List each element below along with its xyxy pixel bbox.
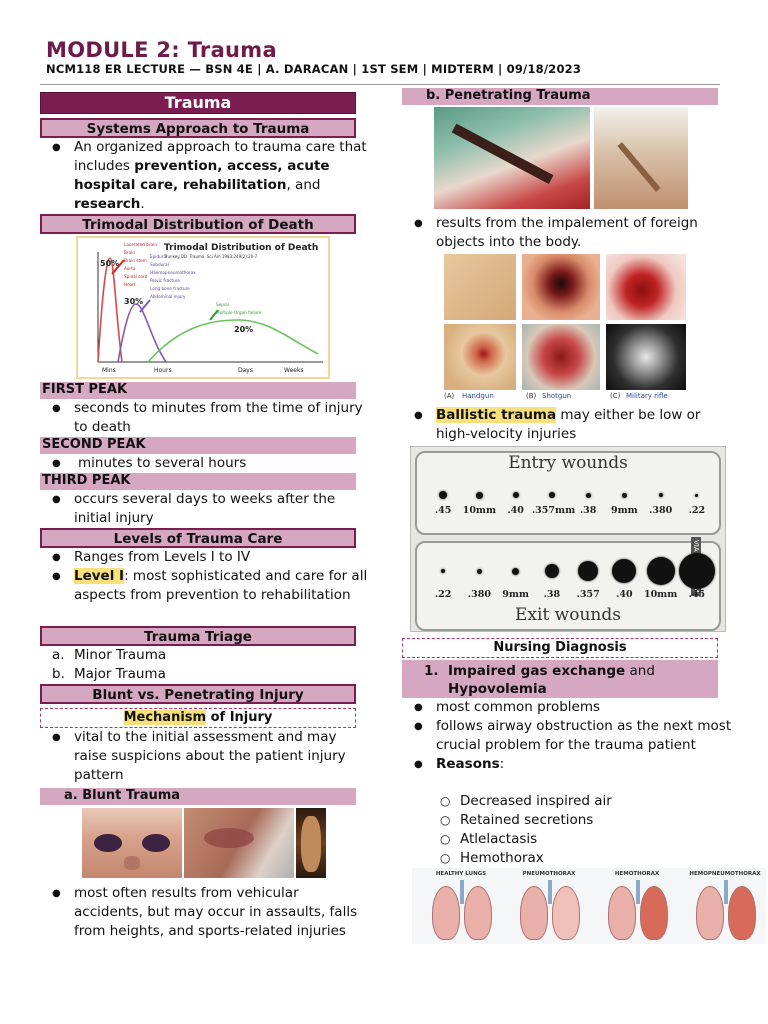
lung-shape — [432, 886, 460, 940]
ballistic-list — [402, 406, 732, 444]
systems-text-seg: , and — [286, 177, 321, 193]
wound-caliber-label: 10mm — [462, 505, 497, 516]
entry-wounds-title: Entry wounds — [508, 453, 628, 473]
reasons-label: ● Reasons: — [402, 755, 732, 774]
wound-caliber-label: .38 — [579, 505, 597, 516]
systems-text — [74, 139, 367, 212]
chart-cause-label: Heart — [124, 282, 136, 287]
x-tick-label: Hours — [154, 367, 172, 374]
x-tick-label: Days — [238, 367, 253, 374]
systems-text-seg: research — [74, 196, 141, 212]
wound-caliber-label: .45 — [434, 505, 452, 516]
reason-3: ○ Atlelactasis — [402, 830, 732, 849]
lung-shape — [728, 886, 756, 940]
peak3-curve — [148, 320, 318, 362]
peak3-causes — [216, 302, 262, 315]
blunt-image-shoe — [296, 808, 326, 878]
wound-caliber-label: .357mm — [531, 505, 576, 516]
wound-hole — [647, 557, 675, 585]
chart-citation: Trunkey DD. Trauma. Sci Am 1983;249(2):20-7. — [164, 254, 259, 259]
lung-panel-label: HEMOPNEUMOTHORAX — [689, 871, 761, 877]
trachea-shape — [548, 880, 552, 904]
triage-list — [40, 646, 370, 684]
chart-cause-label: Aorta — [124, 266, 136, 271]
reasons-list — [402, 792, 732, 868]
lung-panel-label: HEMOTHORAX — [614, 871, 660, 877]
wound-caliber-label: .380 — [649, 505, 673, 516]
peak2-label: 30% — [124, 297, 144, 306]
label-second-peak: SECOND PEAK — [40, 437, 356, 454]
lung-panel-label: HEALTHY LUNGS — [435, 871, 487, 877]
triage-item-a: a. Minor Trauma — [52, 647, 167, 663]
heading-trimodal: Trimodal Distribution of Death — [40, 214, 356, 234]
chart-cause-label: Long bone fracture — [150, 286, 190, 291]
peak2-causes — [150, 254, 196, 299]
wound-caliber-label: 9mm — [502, 589, 529, 600]
lung-shape — [520, 886, 548, 940]
x-ticks — [102, 367, 304, 374]
nursing-bullets — [402, 698, 732, 774]
chart-cause-label: Abdominal injury — [150, 294, 186, 299]
trimodal-chart-figure — [76, 236, 330, 379]
trachea-shape — [724, 880, 728, 904]
wound-caliber-label: .45 — [688, 589, 706, 600]
wound-caliber-label: .22 — [688, 505, 706, 516]
heading-penetrating-trauma: b. Penetrating Trauma — [402, 88, 718, 105]
levels-bullet-2 — [40, 567, 370, 605]
gunshot-image-5 — [522, 324, 600, 390]
gunshot-image-4 — [444, 324, 516, 390]
penetrating-image-neck-stick — [594, 107, 688, 209]
wound-caliber-label: .40 — [616, 589, 633, 600]
second-peak-list — [40, 454, 370, 473]
levels-bullet-1: ● Ranges from Levels I to IV — [40, 548, 370, 567]
levels-list — [40, 548, 370, 605]
lung-panel-label: PNEUMOTHORAX — [522, 871, 576, 877]
lung-shape — [640, 886, 668, 940]
lung-shape — [464, 886, 492, 940]
chart-cause-label: Spinal cord — [124, 274, 148, 279]
wound-hole — [513, 492, 519, 498]
level-i-text: : most sophisticated and care for all aspects from prevention to rehabilitation — [74, 568, 368, 603]
chart-cause-label: Brain — [124, 250, 135, 255]
wound-hole — [679, 553, 715, 589]
heading-mechanism — [40, 708, 356, 728]
exit-wounds-title: Exit wounds — [515, 605, 621, 625]
level-i-label: Level I — [74, 568, 125, 584]
heading-blunt-trauma: a. Blunt Trauma — [40, 788, 356, 805]
trachea-shape — [460, 880, 464, 904]
label-third-peak: THIRD PEAK — [40, 473, 356, 490]
chart-cause-label: Epidural — [150, 254, 168, 259]
ballistic-rest: may either be low or high-velocity injuries — [436, 407, 701, 442]
systems-text-seg: prevention, access, acute hospital care, rehabilitation — [74, 158, 330, 193]
peak3-label: 20% — [234, 325, 254, 334]
wound-hole — [586, 493, 591, 498]
x-tick-label: Mins — [102, 367, 116, 374]
heading-nursing-diagnosis: Nursing Diagnosis — [402, 638, 718, 658]
wound-caliber-label: .22 — [434, 589, 452, 600]
first-peak-list — [40, 399, 370, 437]
peak2-curve — [118, 304, 166, 362]
peak1-label: 50% — [100, 259, 120, 268]
systems-text-seg: . — [140, 196, 145, 212]
page-title: MODULE 2: Trauma — [46, 38, 277, 62]
nursing-item-1: 1. Impaired gas exchange and Hypovolemia — [402, 660, 718, 698]
wounds-figure — [410, 446, 726, 632]
trachea-shape — [636, 880, 640, 904]
first-peak-text: ● seconds to minutes from the time of injury to death — [40, 399, 370, 437]
gunshot-image-2 — [522, 254, 600, 320]
header-divider — [40, 84, 720, 85]
nursing-bullet-1: ● most common problems — [402, 698, 732, 717]
penetrating-image-knife — [434, 107, 590, 209]
lung-shape — [696, 886, 724, 940]
triage-item-b: b. Major Trauma — [52, 666, 166, 682]
wound-caliber-label: .357 — [576, 589, 600, 600]
wound-hole — [545, 564, 559, 578]
wound-hole — [549, 492, 555, 498]
gunshot-image-6-xray — [606, 324, 686, 390]
systems-bullet — [40, 138, 370, 214]
ballistic-text — [402, 406, 732, 444]
chart-cause-label: Sepsis — [216, 302, 230, 307]
wound-caliber-label: 9mm — [611, 505, 638, 516]
mechanism-text: ● vital to the initial assessment and may raise suspicions about the patient injury pattern — [40, 728, 370, 785]
chart-cause-label: Haemopneumothorax — [150, 270, 196, 275]
blunt-image-face — [82, 808, 182, 878]
penetrating-list — [402, 214, 732, 252]
label-first-peak: FIRST PEAK — [40, 382, 356, 399]
lung-shape — [552, 886, 580, 940]
chart-title: Trimodal Distribution of Death — [164, 243, 319, 253]
heading-systems-approach: Systems Approach to Trauma — [40, 118, 356, 138]
x-tick-label: Weeks — [284, 367, 304, 374]
lung-shape — [608, 886, 636, 940]
section-heading-trauma: Trauma — [40, 92, 356, 114]
wound-hole — [477, 569, 482, 574]
wound-hole — [476, 492, 483, 499]
chart-cause-label: Brain stem — [124, 258, 147, 263]
wound-caliber-label: .38 — [543, 589, 561, 600]
gunshot-image-3 — [606, 254, 686, 320]
mechanism-list — [40, 728, 370, 785]
blunt-text: ● most often results from vehicular accidents, but may occur in assaults, falls from heights, and sports-related injuries — [40, 884, 370, 941]
wound-hole — [659, 493, 663, 497]
third-peak-text: ● occurs several days to weeks after the initial injury — [40, 490, 370, 528]
mechanism-highlight: Mechanism — [123, 710, 207, 725]
gunshot-image-1 — [444, 254, 516, 320]
nursing-bullet-2: ● follows airway obstruction as the next most crucial problem for the trauma patient — [402, 717, 732, 755]
wound-caliber-label: .380 — [467, 589, 491, 600]
blunt-list — [40, 884, 370, 941]
trimodal-chart-svg — [78, 238, 328, 377]
wound-caliber-label: 10mm — [643, 589, 678, 600]
blunt-image-neck — [184, 808, 294, 878]
second-peak-text: ● minutes to several hours — [40, 454, 370, 473]
chart-cause-label: Lacerated brain — [124, 242, 158, 247]
wound-hole — [512, 568, 519, 575]
systems-text-seg: An organized approach to trauma care that includes — [74, 139, 367, 174]
heading-blunt-vs-penetrating: Blunt vs. Penetrating Injury — [40, 684, 356, 704]
peak1-curve — [98, 258, 122, 362]
reason-2: ○ Retained secretions — [402, 811, 732, 830]
third-peak-list — [40, 490, 370, 528]
chart-cause-label: Pelvic fracture — [150, 278, 180, 283]
chart-cause-label: Subdural — [150, 262, 169, 267]
systems-list — [40, 138, 370, 214]
chart-cause-label: Multiple Organ failure — [216, 310, 262, 315]
ballistic-highlight: Ballistic trauma — [436, 407, 557, 423]
gunshot-captions: (A) Handgun (B) Shotgun (C) Military rifle — [444, 392, 668, 400]
reason-4: ○ Hemothorax — [402, 849, 732, 868]
penetrating-text: ● results from the impalement of foreign objects into the body. — [402, 214, 732, 252]
wound-caliber-label: .40 — [507, 505, 524, 516]
wound-hole — [578, 561, 598, 581]
reason-1: ○ Decreased inspired air — [402, 792, 732, 811]
heading-levels: Levels of Trauma Care — [40, 528, 356, 548]
mechanism-rest: of Injury — [206, 710, 273, 725]
page-subtitle: NCM118 ER LECTURE — BSN 4E | A. DARACAN | 1ST SEM | MIDTERM | 09/18/2023 — [46, 62, 582, 76]
wound-hole — [622, 493, 627, 498]
heading-triage: Trauma Triage — [40, 626, 356, 646]
lungs-figure — [412, 868, 766, 944]
